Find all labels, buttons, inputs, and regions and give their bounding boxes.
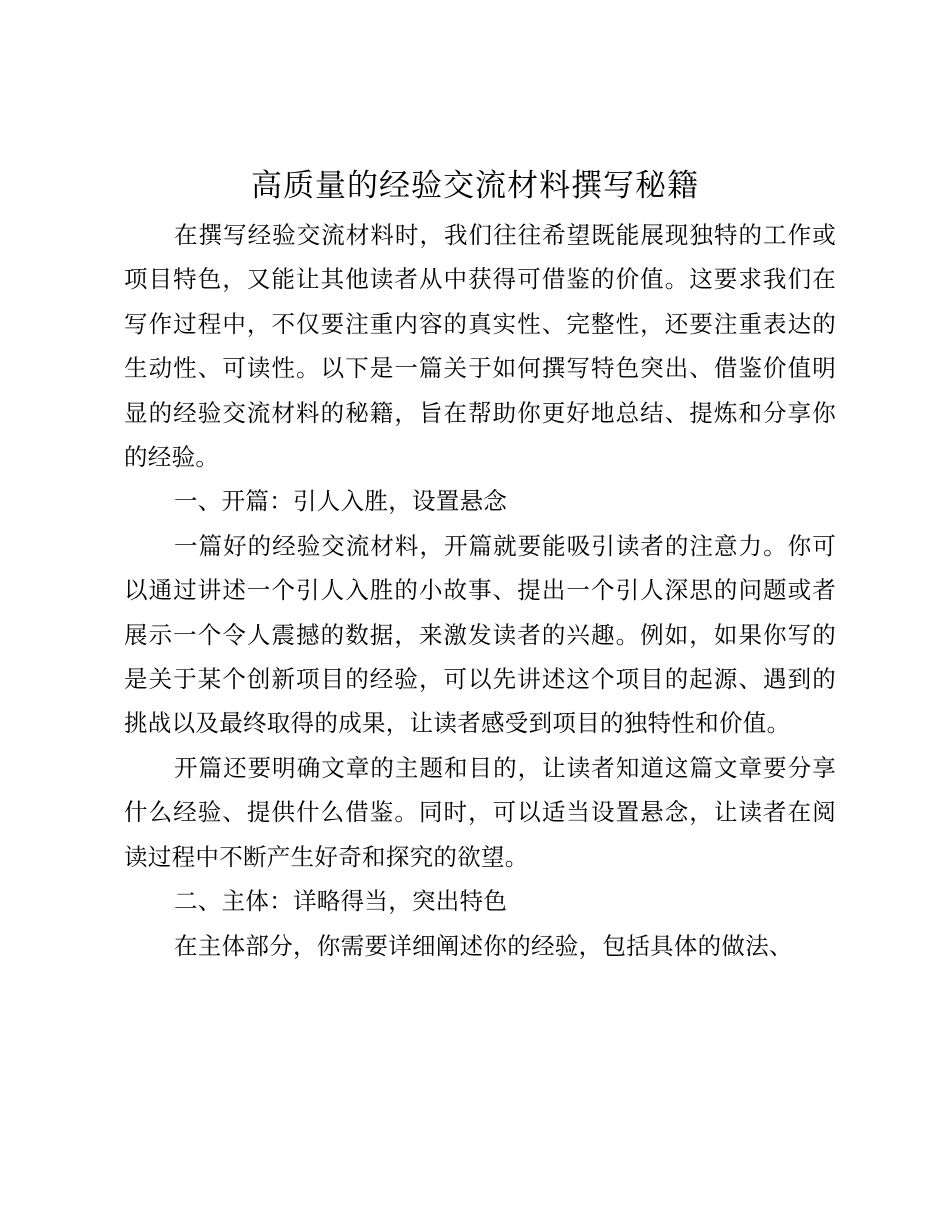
document-body [124, 213, 836, 968]
body-paragraph-1: 在主体部分，你需要详细阐述你的经验，包括具体的做法、 [174, 931, 793, 960]
section-heading-body: 二、主体：详略得当，突出特色 [174, 887, 508, 916]
opening-paragraph-1: 一篇好的经验交流材料，开篇就要能吸引读者的注意力。你可以通过讲述一个引人入胜的小故事、提出一个引人深思的问题或者展示一个令人震撼的数据，来激发读者的兴趣。例如，如果你写的是关于某个创新项目的经验，可以先讲述这个项目的起源、遇到的挑战以及最终取得的成果，让读者感受到项目的独特性和价值。 [124, 531, 836, 738]
opening-paragraph-2: 开篇还要明确文章的主题和目的，让读者知道这篇文章要分享什么经验、提供什么借鉴。同时，可以适当设置悬念，让读者在阅读过程中不断产生好奇和探究的欲望。 [124, 753, 836, 871]
section-heading-opening: 一、开篇：引人入胜，设置悬念 [174, 487, 508, 516]
document-title: 高质量的经验交流材料撰写秘籍 [251, 168, 699, 204]
intro-paragraph: 在撰写经验交流材料时，我们往往希望既能展现独特的工作或项目特色，又能让其他读者从中获得可借鉴的价值。这要求我们在写作过程中，不仅要注重内容的真实性、完整性，还要注重表达的生动性、可读性。以下是一篇关于如何撰写特色突出、借鉴价值明显的经验交流材料的秘籍，旨在帮助你更好地总结、提炼和分享你的经验。 [124, 221, 836, 472]
